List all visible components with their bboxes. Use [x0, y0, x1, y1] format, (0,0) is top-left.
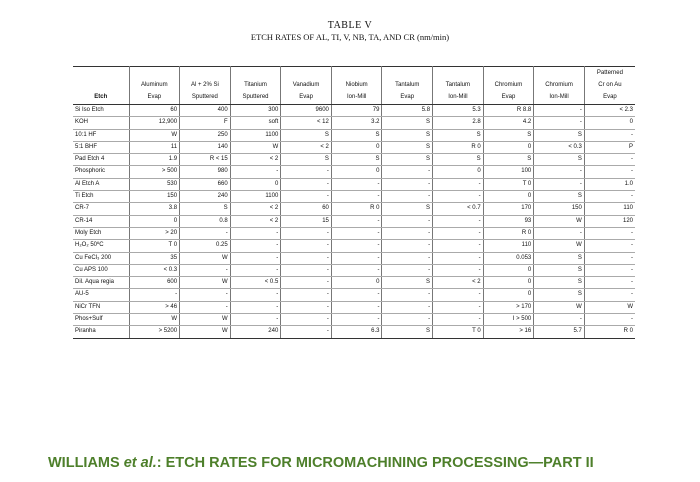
table-row: [73, 289, 635, 301]
etch-rate-cell: 35: [129, 252, 180, 264]
etch-rate-cell: -: [534, 227, 585, 239]
etch-rate-cell: > 16: [483, 326, 534, 338]
etch-rate-cell: S: [382, 117, 433, 129]
etch-rate-cell: -: [584, 314, 635, 326]
etch-rate-cell: W: [180, 252, 231, 264]
column-header-line2: Aluminum: [129, 79, 180, 91]
etch-rate-cell: -: [584, 129, 635, 141]
column-header-line3: Sputtered: [230, 91, 281, 105]
etch-name-cell: AU-5: [73, 289, 129, 301]
etch-rate-cell: -: [230, 264, 281, 276]
etch-rate-cell: -: [331, 240, 382, 252]
etch-rate-cell: 0: [331, 166, 382, 178]
etch-rate-cell: 100: [483, 166, 534, 178]
etch-rate-cell: -: [534, 178, 585, 190]
column-header-line2: Chromium: [483, 79, 534, 91]
etch-rate-cell: -: [180, 301, 231, 313]
etch-rate-cell: T 0: [433, 326, 484, 338]
etch-rate-cell: 4.2: [483, 117, 534, 129]
column-header-line1: [483, 67, 534, 80]
column-header-line1: [281, 67, 332, 80]
etch-rate-cell: -: [382, 252, 433, 264]
etch-rate-cell: -: [331, 252, 382, 264]
etch-rate-cell: > 20: [129, 227, 180, 239]
etch-rate-cell: 0.25: [180, 240, 231, 252]
etch-rate-cell: R 8.8: [483, 105, 534, 117]
etch-rate-cell: -: [230, 240, 281, 252]
table-row: [73, 141, 635, 153]
etch-rate-cell: S: [483, 129, 534, 141]
table-row: [73, 129, 635, 141]
etch-rate-cell: -: [584, 289, 635, 301]
etch-rate-cell: -: [281, 178, 332, 190]
etch-rate-cell: -: [433, 314, 484, 326]
etch-rate-cell: -: [433, 191, 484, 203]
etch-rate-cell: -: [584, 252, 635, 264]
etch-rate-cell: 0: [483, 141, 534, 153]
etch-rate-cell: 1100: [230, 129, 281, 141]
etch-rate-cell: -: [534, 117, 585, 129]
column-header-line2: Cr on Au: [598, 82, 622, 88]
table-row: [73, 154, 635, 166]
etch-rate-cell: -: [584, 227, 635, 239]
etch-rate-cell: -: [382, 227, 433, 239]
etch-rate-cell: -: [331, 215, 382, 227]
column-header-line1: [534, 67, 585, 80]
etch-rate-cell: S: [534, 252, 585, 264]
etch-rate-cell: 0: [483, 264, 534, 276]
table-body: [73, 105, 635, 339]
etch-name-cell: Phosphoric: [73, 166, 129, 178]
etch-rate-cell: 0: [433, 166, 484, 178]
etch-name-cell: Moly Etch: [73, 227, 129, 239]
etch-rate-cell: -: [382, 240, 433, 252]
etch-rate-cell: 0: [584, 117, 635, 129]
etch-rate-cell: < 2: [281, 141, 332, 153]
table-subtitle: ETCH RATES OF AL, TI, V, NB, TA, AND CR (nm/min): [250, 32, 450, 42]
etch-rate-cell: S: [281, 129, 332, 141]
etch-rate-cell: 0: [129, 215, 180, 227]
etch-rate-cell: W: [534, 301, 585, 313]
etch-rate-cell: S: [534, 191, 585, 203]
column-header-line2: Titanium: [230, 79, 281, 91]
etch-rate-cell: S: [534, 289, 585, 301]
etch-rate-cell: -: [281, 301, 332, 313]
etch-rate-cell: -: [230, 252, 281, 264]
column-header-line3: Sputtered: [180, 91, 231, 105]
table-row: [73, 166, 635, 178]
etch-rate-cell: 400: [180, 105, 231, 117]
etch-rate-cell: -: [433, 215, 484, 227]
etch-rate-cell: -: [584, 264, 635, 276]
etch-rate-cell: > 5200: [129, 326, 180, 338]
etch-name-cell: Cu APS 100: [73, 264, 129, 276]
table-row: [73, 264, 635, 276]
etch-rate-cell: -: [433, 240, 484, 252]
column-header-line2: Niobium: [331, 79, 382, 91]
table-row: [73, 240, 635, 252]
etch-rate-cell: -: [281, 191, 332, 203]
column-header-line3: Ion-Mill: [433, 91, 484, 105]
etch-rate-cell: > 500: [129, 166, 180, 178]
etch-rate-cell: 15: [281, 215, 332, 227]
table-row: [73, 215, 635, 227]
etch-rate-cell: 1.0: [584, 178, 635, 190]
etch-rate-cell: -: [230, 166, 281, 178]
etch-rate-cell: F: [180, 117, 231, 129]
etch-rate-cell: < 0.3: [534, 141, 585, 153]
etch-rate-cell: < 0.7: [433, 203, 484, 215]
etch-rate-cell: 240: [230, 326, 281, 338]
etch-rate-cell: -: [584, 166, 635, 178]
column-header-line1: [382, 67, 433, 80]
etch-rate-cell: -: [281, 264, 332, 276]
etch-rate-cell: -: [129, 289, 180, 301]
column-header-line1: [129, 67, 180, 80]
etch-rate-cell: 1.9: [129, 154, 180, 166]
etch-rate-cell: -: [433, 252, 484, 264]
etch-rate-cell: 60: [281, 203, 332, 215]
etch-rate-cell: -: [230, 301, 281, 313]
etch-rate-cell: 5.8: [382, 105, 433, 117]
column-header-line3: Evap: [281, 91, 332, 105]
etch-rate-cell: < 2: [230, 154, 281, 166]
etch-rate-cell: 140: [180, 141, 231, 153]
table-title: TABLE V: [327, 20, 373, 31]
column-header-line3: Evap: [483, 91, 534, 105]
etch-rate-cell: S: [433, 129, 484, 141]
etch-rate-cell: R 0: [584, 326, 635, 338]
column-header-line3: Ion-Mill: [331, 91, 382, 105]
column-header-line3: Evap: [129, 91, 180, 105]
etch-rate-cell: W: [180, 314, 231, 326]
column-header-line3: Evap: [584, 91, 635, 105]
etch-rate-cell: < 12: [281, 117, 332, 129]
etch-rate-cell: S: [534, 264, 585, 276]
etch-rate-cell: -: [382, 178, 433, 190]
etch-rates-table: [73, 66, 635, 339]
etch-rate-cell: 3.2: [331, 117, 382, 129]
etch-rate-cell: 0: [331, 141, 382, 153]
etch-rate-cell: -: [584, 154, 635, 166]
etch-rate-cell: -: [382, 191, 433, 203]
etch-rate-cell: 1100: [230, 191, 281, 203]
etch-rate-cell: W: [534, 240, 585, 252]
etch-rate-cell: 60: [129, 105, 180, 117]
etch-rate-cell: 170: [483, 203, 534, 215]
etch-rate-cell: 0: [331, 277, 382, 289]
etch-rate-cell: -: [382, 289, 433, 301]
etch-rate-cell: soft: [230, 117, 281, 129]
etch-rate-cell: > 46: [129, 301, 180, 313]
etch-rate-cell: 530: [129, 178, 180, 190]
etch-rate-cell: -: [584, 240, 635, 252]
etch-rate-cell: -: [230, 314, 281, 326]
etch-rate-cell: 93: [483, 215, 534, 227]
etch-rate-cell: -: [331, 178, 382, 190]
etch-name-cell: Al Etch A: [73, 178, 129, 190]
etch-rate-cell: -: [331, 301, 382, 313]
etch-rate-cell: -: [584, 191, 635, 203]
column-header-line2: Al + 2% Si: [180, 79, 231, 91]
etch-rate-cell: W: [230, 141, 281, 153]
etch-rate-cell: 600: [129, 277, 180, 289]
etch-rate-cell: 150: [534, 203, 585, 215]
table-row: [73, 277, 635, 289]
etch-rate-cell: 150: [129, 191, 180, 203]
etch-rate-cell: -: [534, 166, 585, 178]
etch-rate-cell: -: [584, 277, 635, 289]
etch-rate-cell: 3.8: [129, 203, 180, 215]
etch-rate-cell: R 0: [331, 203, 382, 215]
table-row: [73, 227, 635, 239]
etch-rate-cell: -: [382, 301, 433, 313]
table-row: [73, 301, 635, 313]
etch-name-cell: CR-14: [73, 215, 129, 227]
etch-rate-cell: 980: [180, 166, 231, 178]
column-header-line2: Tantalum: [433, 79, 484, 91]
header-blank: [73, 79, 129, 91]
etch-name-cell: Phos+Sulf: [73, 314, 129, 326]
etch-rate-cell: S: [534, 154, 585, 166]
table-row: [73, 117, 635, 129]
etch-rate-cell: -: [281, 166, 332, 178]
etch-rate-cell: -: [534, 314, 585, 326]
etch-rate-cell: -: [433, 178, 484, 190]
etch-rate-cell: 9600: [281, 105, 332, 117]
etch-rate-cell: P: [584, 141, 635, 153]
etch-rate-cell: S: [382, 326, 433, 338]
etch-rate-cell: 300: [230, 105, 281, 117]
etch-name-cell: 5:1 BHF: [73, 141, 129, 153]
etch-rate-cell: 2.8: [433, 117, 484, 129]
column-header-line1: [433, 67, 484, 80]
etch-rate-cell: < 0.5: [230, 277, 281, 289]
etch-rate-cell: < 2: [433, 277, 484, 289]
footer-author: WILLIAMS: [48, 455, 124, 471]
etch-rate-cell: 110: [483, 240, 534, 252]
column-header-line1: Patterned: [596, 70, 623, 76]
footer-etal: et al.: [123, 455, 157, 471]
etch-rate-cell: 0.053: [483, 252, 534, 264]
etch-rate-cell: -: [331, 314, 382, 326]
etch-rate-cell: W: [129, 314, 180, 326]
etch-rate-cell: W: [584, 301, 635, 313]
etch-rate-cell: S: [180, 203, 231, 215]
etch-rate-cell: S: [534, 129, 585, 141]
etch-rate-cell: -: [382, 215, 433, 227]
etch-rate-cell: -: [433, 289, 484, 301]
etch-rate-cell: S: [281, 154, 332, 166]
etch-rate-cell: -: [281, 314, 332, 326]
etch-rate-cell: 5.7: [534, 326, 585, 338]
etch-name-cell: Piranha: [73, 326, 129, 338]
etch-name-cell: KOH: [73, 117, 129, 129]
etch-rate-cell: -: [180, 264, 231, 276]
etch-rate-cell: S: [483, 154, 534, 166]
etch-rate-cell: -: [281, 252, 332, 264]
etch-rate-cell: S: [331, 129, 382, 141]
etch-rate-cell: -: [382, 166, 433, 178]
etch-name-cell: Dil. Aqua regia: [73, 277, 129, 289]
table-header: [73, 67, 635, 105]
etch-rate-cell: S: [382, 203, 433, 215]
etch-rate-cell: > 170: [483, 301, 534, 313]
etch-rate-cell: T 0: [129, 240, 180, 252]
column-header-line1: [180, 67, 231, 80]
table-caption: [0, 20, 700, 42]
etch-rate-cell: 79: [331, 105, 382, 117]
etch-rate-cell: -: [281, 277, 332, 289]
etch-rate-cell: -: [331, 289, 382, 301]
etch-rate-cell: 240: [180, 191, 231, 203]
etch-rate-cell: W: [129, 129, 180, 141]
etch-rate-cell: 110: [584, 203, 635, 215]
footer-title: : ETCH RATES FOR MICROMACHINING PROCESSING—PART II: [156, 455, 594, 471]
etch-rate-cell: R 0: [483, 227, 534, 239]
etch-rate-cell: 0.8: [180, 215, 231, 227]
etch-rate-cell: 12,900: [129, 117, 180, 129]
etch-rate-cell: 120: [584, 215, 635, 227]
etch-rate-cell: 5.3: [433, 105, 484, 117]
etch-rate-cell: -: [180, 289, 231, 301]
etch-rate-cell: -: [180, 227, 231, 239]
column-header-line1: [230, 67, 281, 80]
etch-rate-cell: R 0: [433, 141, 484, 153]
table-row: [73, 326, 635, 338]
etch-rate-cell: 0: [483, 277, 534, 289]
etch-rate-cell: -: [433, 264, 484, 276]
etch-rate-cell: S: [382, 129, 433, 141]
etch-rate-cell: 660: [180, 178, 231, 190]
etch-rate-cell: -: [433, 301, 484, 313]
header-blank: [73, 67, 129, 80]
etch-rate-cell: 6.3: [331, 326, 382, 338]
etch-name-cell: 10:1 HF: [73, 129, 129, 141]
etch-rate-cell: < 2: [230, 203, 281, 215]
column-header-line2: Tantalum: [382, 79, 433, 91]
etch-rate-cell: -: [331, 227, 382, 239]
etch-rate-cell: 0: [230, 178, 281, 190]
etch-rate-cell: < 2: [230, 215, 281, 227]
etch-rate-cell: I > 500: [483, 314, 534, 326]
etch-rate-cell: 250: [180, 129, 231, 141]
etch-rate-cell: W: [180, 277, 231, 289]
column-header-line1: [331, 67, 382, 80]
etch-rate-cell: R < 15: [180, 154, 231, 166]
etch-rate-cell: -: [281, 326, 332, 338]
table-row: [73, 252, 635, 264]
etch-rate-cell: S: [382, 277, 433, 289]
etch-rate-cell: -: [382, 314, 433, 326]
etch-rate-cell: W: [534, 215, 585, 227]
column-header-line3: Ion-Mill: [534, 91, 585, 105]
column-header-line2: Vanadium: [281, 79, 332, 91]
etch-rate-cell: W: [180, 326, 231, 338]
etch-rate-cell: S: [331, 154, 382, 166]
etch-name-cell: Ti Etch: [73, 191, 129, 203]
etch-rate-cell: -: [281, 240, 332, 252]
etch-rate-cell: -: [230, 289, 281, 301]
etch-rate-cell: S: [382, 154, 433, 166]
etch-rate-cell: 0: [483, 191, 534, 203]
running-footer: [48, 455, 594, 471]
etch-name-cell: CR-7: [73, 203, 129, 215]
table-row: [73, 178, 635, 190]
etch-rate-cell: S: [534, 277, 585, 289]
etch-rate-cell: -: [281, 227, 332, 239]
etch-rate-cell: -: [433, 227, 484, 239]
table-row: [73, 191, 635, 203]
etch-rate-cell: S: [382, 141, 433, 153]
column-header-line2: Chromium: [534, 79, 585, 91]
etch-column-header: Etch: [73, 91, 129, 105]
etch-name-cell: NiCr TFN: [73, 301, 129, 313]
etch-rate-cell: < 0.3: [129, 264, 180, 276]
table-row: [73, 314, 635, 326]
etch-rate-cell: 0: [483, 289, 534, 301]
table-row: [73, 105, 635, 117]
etch-rate-cell: -: [382, 264, 433, 276]
etch-name-cell: H₂O₂ 50ºC: [73, 240, 129, 252]
etch-name-cell: Pad Etch 4: [73, 154, 129, 166]
etch-rate-cell: 11: [129, 141, 180, 153]
etch-name-cell: Cu FeCl₃ 200: [73, 252, 129, 264]
etch-rate-cell: < 2.3: [584, 105, 635, 117]
etch-rate-cell: T 0: [483, 178, 534, 190]
etch-name-cell: Si Iso Etch: [73, 105, 129, 117]
etch-rate-cell: -: [331, 191, 382, 203]
etch-rate-cell: -: [331, 264, 382, 276]
etch-rate-cell: -: [281, 289, 332, 301]
etch-rate-cell: S: [433, 154, 484, 166]
table-row: [73, 203, 635, 215]
etch-rate-cell: -: [230, 227, 281, 239]
column-header-line3: Evap: [382, 91, 433, 105]
etch-rate-cell: -: [534, 105, 585, 117]
